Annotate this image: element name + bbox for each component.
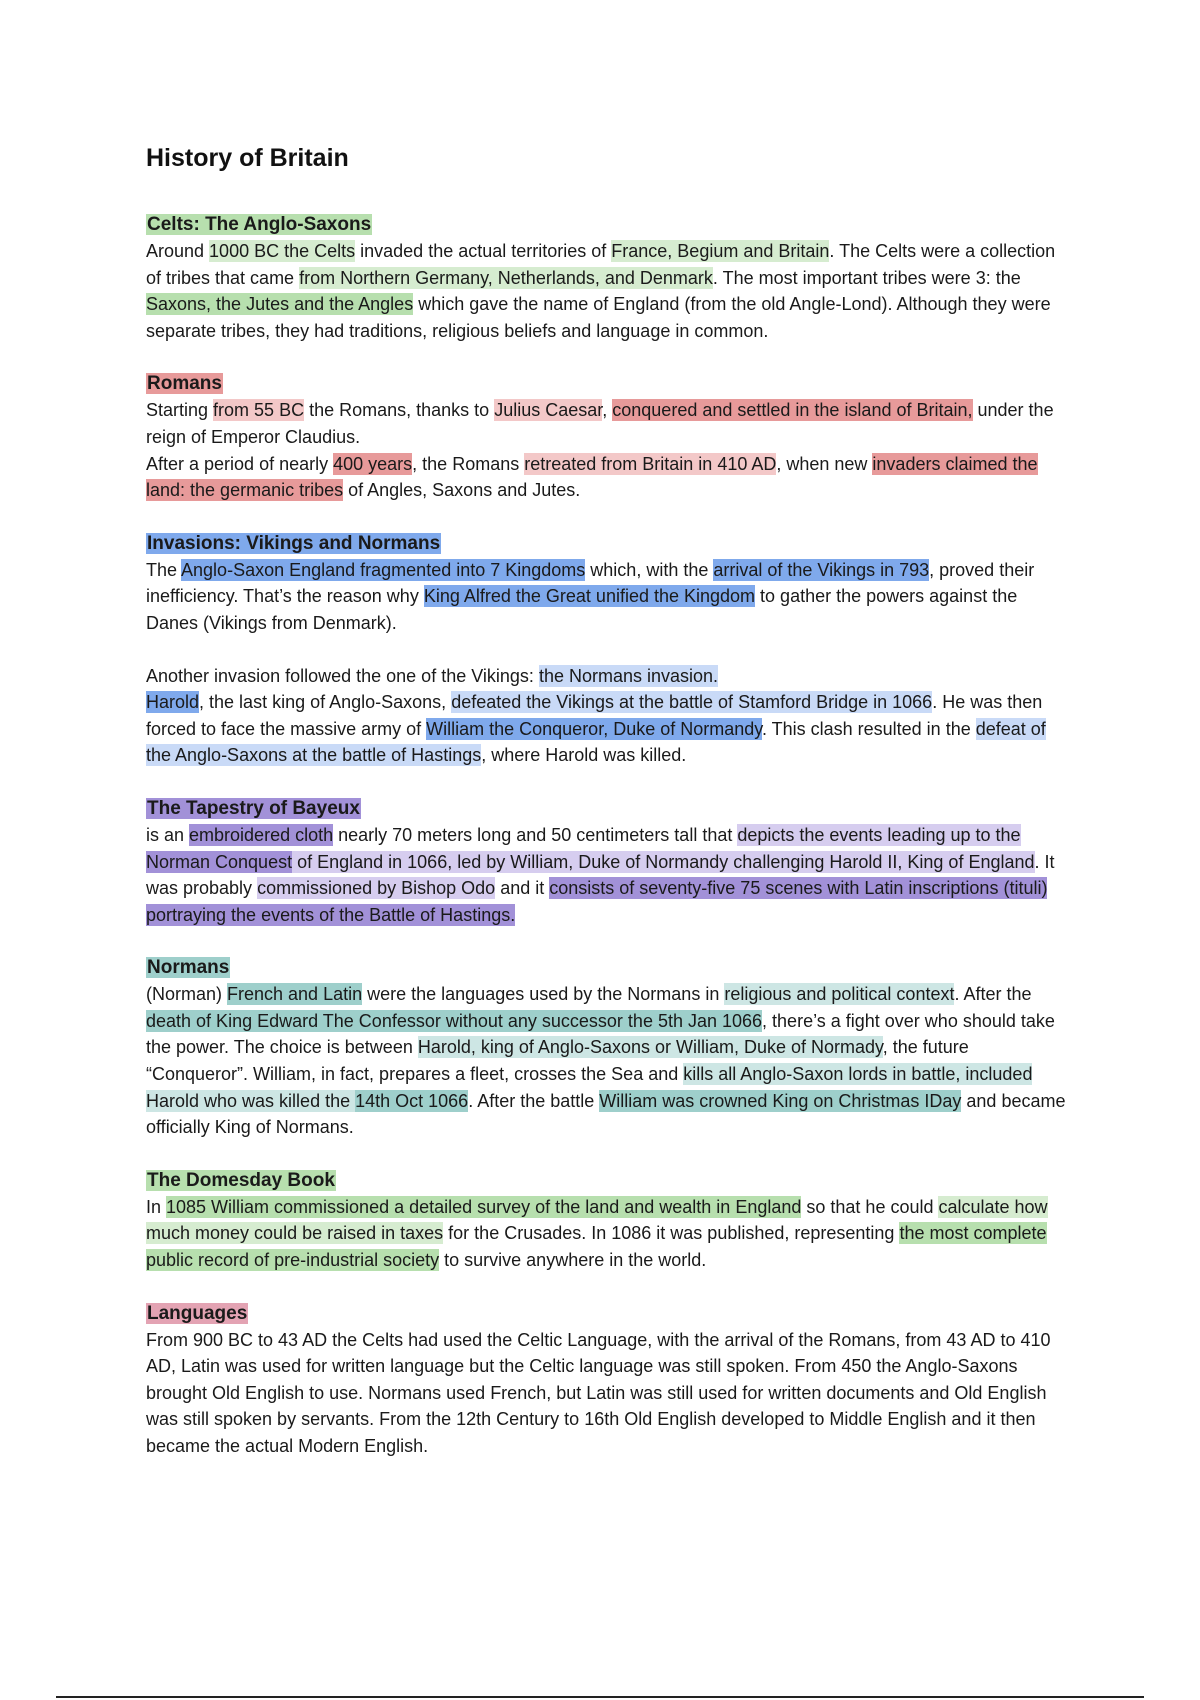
paragraph [146,238,1066,344]
text-segment: were the languages used by the Normans in [362,984,725,1005]
highlighted-text: arrival of the Vikings in 793 [713,559,930,580]
text-segment: . He was then forced to face the massive army of [146,692,1043,739]
section-heading [146,1300,1066,1327]
text-segment: . It was probably [146,851,1055,899]
text-segment: the Romans, thanks to [304,400,495,421]
highlighted-text: William was crowned King on Christmas IDay [599,1090,962,1111]
text-segment: and became officially King of Normans. [146,1090,1066,1138]
text-segment: invaded the actual territories of [355,241,612,261]
paragraph [146,663,1066,690]
text-segment: nearly 70 meters long and 50 centimeters tall that [333,824,738,845]
text-segment: so that he could [801,1196,939,1217]
paragraph [146,822,1066,928]
section-heading-text: Normans [147,957,230,979]
page-bottom-rule [56,1696,1144,1698]
section-heading [146,1167,1066,1194]
text-segment: , where Harold was killed. [481,745,687,766]
highlighted-text: 14th Oct 1066 [355,1090,469,1111]
highlighted-text: of England in 1066, led by William, Duke of Normandy challenging Harold II, King of England [292,851,1035,872]
text-segment: In [146,1196,167,1217]
sections-container [146,211,1066,1460]
highlighted-text: Saxons, the Jutes and the Angles [146,294,414,315]
highlighted-text: defeated the Vikings at the battle of Stamford Bridge in 1066 [451,692,933,713]
highlighted-text: France, Begium and Britain [611,241,830,261]
highlighted-text: defeat of the Anglo-Saxons at the battle of Hastings [146,718,1046,766]
text-segment: which gave the name of England (from the old Angle-Lond). Although they were separate tribes, they had traditions, religious beliefs and language in common. [146,294,1051,341]
highlighted-text: William the Conqueror, Duke of Normandy [426,718,762,739]
text-segment: is an [146,824,190,845]
paragraph [146,557,1066,637]
paragraph [146,1194,1066,1274]
highlighted-text: 400 years [333,453,413,474]
text-segment: The [146,559,182,580]
text-segment: , the last king of Anglo-Saxons, [199,692,452,713]
text-segment: for the Crusades. In 1086 it was published, representing [443,1223,900,1244]
text-segment: . The most important tribes were 3: the [712,267,1021,288]
highlighted-text: depicts the events leading up to the [737,824,1021,845]
paragraph [146,981,1066,1141]
highlighted-text: French and Latin [227,984,363,1005]
section-heading [146,954,1066,981]
section-invasions [146,530,1066,769]
section-heading [146,370,1066,397]
text-segment: , when new [776,453,873,474]
paragraph [146,451,1066,504]
text-segment: (Norman) [146,984,228,1005]
section-heading-text: The Domesday Book [147,1169,335,1191]
section-heading [146,211,1066,238]
highlighted-text: Norman Conquest [146,851,293,872]
highlighted-text: Harold [146,692,200,713]
highlighted-text: 1000 BC the Celts [209,241,356,261]
highlighted-text: Anglo-Saxon England fragmented into 7 Kingdoms [181,559,586,580]
document-title: History of Britain [146,144,349,172]
text-segment: , proved their inefficiency. That’s the reason why [146,559,1035,607]
text-segment: . After the battle [468,1090,600,1111]
section-heading-text: The Tapestry of Bayeux [147,797,360,819]
text-segment: , the future “Conqueror”. William, in fact, prepares a fleet, crosses the Sea and [146,1037,969,1085]
text-segment: After a period of nearly [146,453,334,474]
highlighted-text: the Normans invasion. [538,665,719,686]
section-domesday [146,1167,1066,1274]
paragraph [146,397,1066,450]
highlighted-text: commissioned by Bishop Odo [257,878,496,899]
highlighted-text: retreated from Britain in 410 AD [524,453,777,474]
section-languages [146,1300,1066,1460]
highlighted-text: Julius Caesar [494,400,603,421]
highlighted-text: Harold, king of Anglo-Saxons or William, Duke of Normady [417,1037,883,1058]
text-segment: . This clash resulted in the [761,718,976,739]
section-celts [146,211,1066,344]
text-segment: . The Celts were a collection of tribes that came [146,241,1056,288]
highlighted-text: calculate how much money could be raised in taxes [146,1196,1048,1244]
section-normans [146,954,1066,1141]
document-page [146,144,1066,1486]
highlighted-text: King Alfred the Great unified the Kingdom [423,586,756,607]
section-heading-text: Romans [147,373,222,395]
section-heading-text: Celts: The Anglo-Saxons [147,214,372,235]
text-segment: to gather the powers against the Danes (Vikings from Denmark). [146,586,1018,633]
paragraph [146,689,1066,769]
section-heading [146,795,1066,822]
text-segment: Around [146,241,210,261]
text-segment: Another invasion followed the one of the Vikings: [146,665,539,686]
highlighted-text: invaders claimed the land: the germanic tribes [146,453,1038,501]
text-segment: , there’s a fight over who should take the power. The choice is between [146,1010,1055,1058]
highlighted-text: consists of seventy-five 75 scenes with Latin inscriptions (tituli) portraying the events of the Battle of Hastings. [146,878,1048,925]
highlighted-text: embroidered cloth [189,824,334,845]
highlighted-text: the most complete public record of pre-industrial society [146,1223,1047,1271]
text-segment: which, with the [585,559,714,580]
text-segment: From 900 BC to 43 AD the Celts had used the Celtic Language, with the arrival of the Romans, from 43 AD to 410 AD, Latin was used for written language but the Celtic language was still spoken. From 450 the Anglo-Saxons brought Old English to use. Normans used French, but Latin was still used for written documents and Old English was still spoken by servants. From the 12th Century to 16th Old English developed to Middle English and it then became the actual Modern English. [146,1329,1051,1456]
section-heading-text: Languages [147,1302,248,1324]
text-segment: . After the [954,984,1032,1005]
text-segment: , the Romans [412,453,525,474]
highlighted-text: 1085 William commissioned a detailed survey of the land and wealth in England [166,1196,802,1217]
section-heading-text: Invasions: Vikings and Normans [147,532,441,554]
text-segment: under the reign of Emperor Claudius. [146,400,1054,447]
text-segment: of Angles, Saxons and Jutes. [343,480,581,501]
paragraph [146,1327,1066,1460]
section-heading [146,530,1066,557]
highlighted-text: death of King Edward The Confessor without any successor the 5th Jan 1066 [146,1010,763,1031]
highlighted-text: conquered and settled in the island of Britain, [612,400,973,421]
highlighted-text: religious and political context [724,984,955,1005]
highlighted-text: kills all Anglo-Saxon lords in battle, included Harold who was killed the [146,1064,1033,1111]
text-segment: and it [495,878,550,899]
text-segment: , [602,400,613,421]
highlighted-text: from Northern Germany, Netherlands, and Denmark [299,267,713,288]
section-tapestry [146,795,1066,928]
text-segment: Starting [146,400,214,421]
section-romans [146,370,1066,503]
text-segment: to survive anywhere in the world. [439,1250,707,1271]
highlighted-text: from 55 BC [213,400,305,421]
